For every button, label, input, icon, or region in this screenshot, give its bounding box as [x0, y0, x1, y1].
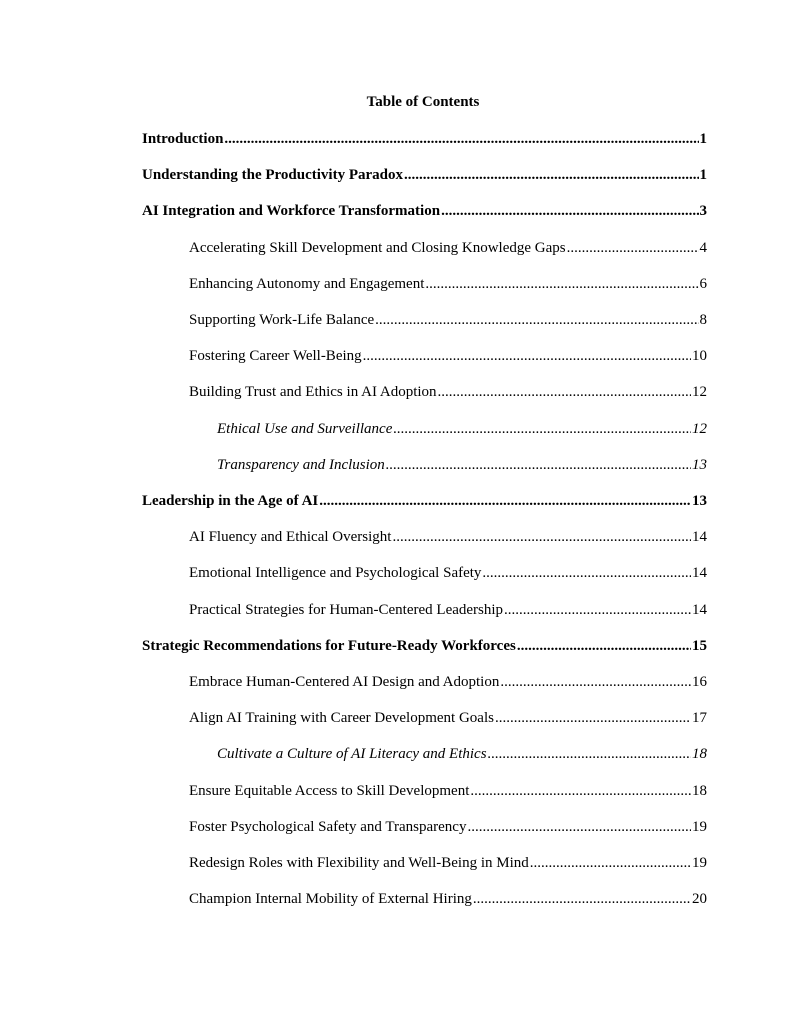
toc-entry[interactable] [189, 817, 707, 837]
toc-entry-page-number: 12 [692, 384, 707, 401]
toc-entry-label: Foster Psychological Safety and Transparency [189, 818, 467, 835]
toc-leader-dots [488, 744, 691, 764]
toc-entry-label: Champion Internal Mobility of External Hiring [189, 891, 472, 908]
toc-entry-label: Fostering Career Well-Being [189, 348, 362, 365]
toc-entry-page-number: 12 [692, 420, 707, 437]
toc-entry[interactable] [189, 346, 707, 366]
toc-leader-dots [482, 563, 691, 583]
toc-entry-label: Supporting Work-Life Balance [189, 312, 375, 328]
toc-entry-page-number: 1 [699, 167, 707, 184]
toc-leader-dots [470, 781, 691, 801]
toc-leader-dots [495, 708, 691, 728]
toc-entry-page-number: 14 [692, 565, 707, 582]
toc-entry-page-number: 13 [692, 493, 707, 509]
toc-entry-page-number: 14 [692, 529, 707, 546]
toc-leader-dots [404, 165, 699, 185]
toc-leader-dots [319, 491, 691, 511]
toc-entry[interactable] [189, 781, 707, 801]
toc-entry-page-number: 19 [692, 818, 707, 835]
toc-entry-label: Ethical Use and Surveillance [217, 420, 393, 437]
toc-entry[interactable] [142, 165, 707, 185]
toc-entry-page-number: 18 [692, 782, 707, 799]
toc-entry[interactable] [189, 274, 707, 294]
toc-entry-label: Ensure Equitable Access to Skill Development [189, 782, 470, 799]
toc-entry-label: Leadership in the Age of AI [142, 493, 319, 509]
toc-entry-page-number: 18 [692, 746, 707, 763]
toc-entry[interactable] [189, 600, 707, 620]
toc-leader-dots [473, 889, 691, 909]
toc-entry-label: Align AI Training with Career Development Goals [189, 710, 494, 727]
toc-entry-page-number: 14 [692, 601, 707, 618]
toc-leader-dots [441, 201, 698, 221]
toc-entry-label: Building Trust and Ethics in AI Adoption [189, 384, 437, 401]
toc-leader-dots [467, 817, 691, 837]
toc-entry-label: Accelerating Skill Development and Closing Knowledge Gaps [189, 239, 566, 256]
toc-entry[interactable] [189, 853, 707, 873]
toc-leader-dots [530, 853, 691, 873]
toc-leader-dots [504, 600, 691, 620]
toc-leader-dots [393, 419, 691, 439]
toc-entry-label: Redesign Roles with Flexibility and Well-Being in Mind [189, 855, 529, 871]
toc-leader-dots [438, 382, 691, 402]
toc-entry[interactable] [189, 382, 707, 402]
toc-entry[interactable] [217, 744, 707, 764]
toc-entry[interactable] [142, 129, 707, 149]
toc-title: Table of Contents [366, 94, 480, 110]
toc-entry-label: Enhancing Autonomy and Engagement [189, 275, 425, 292]
toc-entry-page-number: 19 [692, 855, 707, 871]
toc-entry[interactable] [189, 889, 707, 909]
toc-entry-page-number: 3 [699, 203, 707, 220]
toc-leader-dots [224, 129, 698, 149]
toc-entry-page-number: 10 [692, 348, 707, 365]
toc-leader-dots [517, 636, 691, 656]
toc-entry-page-number: 8 [699, 312, 707, 328]
toc-entry-label: Embrace Human-Centered AI Design and Adoption [189, 674, 500, 690]
toc-entry[interactable] [142, 491, 707, 511]
toc-entry-label: Transparency and Inclusion [217, 456, 385, 473]
toc-leader-dots [425, 274, 698, 294]
toc-entry[interactable] [189, 310, 707, 330]
toc-entry-page-number: 16 [692, 674, 707, 690]
toc-entry-label: Introduction [142, 131, 224, 147]
toc-entry[interactable] [142, 201, 707, 221]
toc-entry-page-number: 1 [699, 131, 707, 147]
toc-entry[interactable] [217, 419, 707, 439]
toc-entry-page-number: 4 [699, 239, 707, 256]
toc-entry-page-number: 13 [692, 456, 707, 473]
toc-leader-dots [363, 346, 691, 366]
toc-entry[interactable] [189, 563, 707, 583]
toc-entry-page-number: 20 [692, 891, 707, 908]
toc-entry-label: Practical Strategies for Human-Centered Leadership [189, 601, 504, 618]
toc-entry[interactable] [189, 672, 707, 692]
toc-leader-dots [392, 527, 691, 547]
toc-entry-label: Cultivate a Culture of AI Literacy and Ethics [217, 746, 487, 763]
toc-leader-dots [567, 238, 699, 258]
toc-entry[interactable] [189, 527, 707, 547]
toc-entry-page-number: 6 [699, 275, 707, 292]
toc-entry-label: Strategic Recommendations for Future-Ready Workforces [142, 637, 516, 654]
toc-entry-page-number: 15 [692, 637, 707, 654]
toc-entry[interactable] [142, 636, 707, 656]
toc-entry-page-number: 17 [692, 710, 707, 727]
toc-entry[interactable] [189, 238, 707, 258]
toc-entry-label: Understanding the Productivity Paradox [142, 167, 403, 184]
toc-entry-label: Emotional Intelligence and Psychological Safety [189, 565, 482, 582]
toc-leader-dots [375, 310, 698, 330]
toc-entry-label: AI Fluency and Ethical Oversight [189, 529, 392, 546]
toc-entry-label: AI Integration and Workforce Transformation [142, 203, 441, 220]
toc-entry[interactable] [189, 708, 707, 728]
toc-leader-dots [500, 672, 691, 692]
toc-entry[interactable] [217, 455, 707, 475]
toc-leader-dots [386, 455, 691, 475]
